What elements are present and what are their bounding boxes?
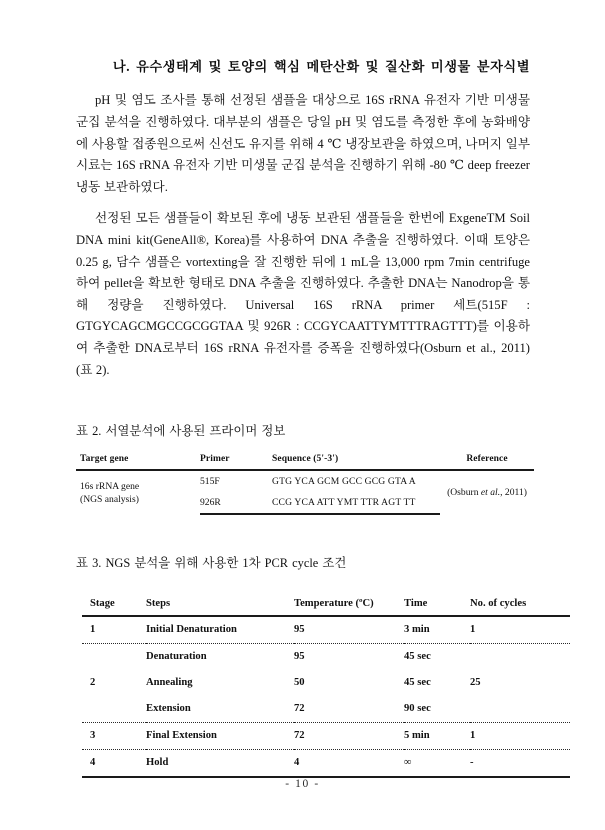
table-row [82, 670, 570, 696]
table3-header-row [82, 595, 570, 616]
page-title: 나. 유수생태계 및 토양의 핵심 메탄산화 및 질산화 미생물 분자식별 [112, 59, 530, 74]
table3-time: 90 sec [404, 696, 470, 723]
table2-header [76, 451, 534, 470]
table3-step: Final Extension [146, 723, 294, 750]
table-row [82, 696, 570, 723]
table2-reference-prefix: (Osburn [447, 487, 481, 499]
table3-stage: 1 [82, 616, 146, 644]
table3-time: ∞ [404, 750, 470, 778]
table3-cycles: 25 [470, 677, 481, 689]
table3-cycles [470, 644, 570, 671]
table2-wrapper [76, 451, 530, 515]
table3-col-time: Time [404, 595, 470, 616]
table-row [82, 750, 570, 778]
table3-step: Denaturation [146, 651, 207, 663]
spacer-before-table3 [76, 515, 530, 541]
spacer-table3-caption-gap [76, 583, 530, 595]
table3-col-temperature: Temperature (ºC) [294, 595, 404, 616]
body-paragraph-2: 선정된 모든 샘플들이 확보된 후에 냉동 보관된 샘플들을 한번에 ExgeneTM Soil DNA mini kit(GeneAll®, Korea)를 사용하여 DNA 추출을 진행하였다. 이때 토양은 0.25 g, 담수 샘플은 vortexting을 잘 진행한 뒤에 1 mL을 13,000 rpm 7min centrifuge 하여 pellet을 확보한 형태로 DNA 추출을 진행하였다. 추출한 DNA는 Nanodrop을 통해 정량을 진행하였다. Universal 16S rRNA primer 세트(515F : GTGYCAGCMGCCGCGGTAA 및 926R : CCGYCAATTYMTTTRAGTTT)를 이용하여 추출한 DNA로부터 16S rRNA 유전자를 증폭을 진행하였다(Osburn et al., 2011)(표 2). [76, 211, 530, 377]
table2-body [76, 470, 534, 514]
table3-temp: 4 [294, 750, 404, 778]
table3-col-stage: Stage [82, 595, 146, 616]
table3-stage: 3 [82, 723, 146, 750]
table3-step: Hold [146, 750, 294, 778]
table3-temp: 72 [294, 696, 404, 723]
page-content [76, 58, 530, 778]
table3-time: 5 min [404, 723, 470, 750]
table-row [82, 723, 570, 750]
table2-sequence-926r: CCG YCA ATT YMT TTR AGT TT [272, 492, 440, 514]
table2-target-gene-cell [76, 470, 200, 514]
table3-wrapper [82, 595, 527, 778]
table3-step: Extension [146, 696, 294, 723]
table2-primer-926r: 926R [200, 492, 272, 514]
table3-step: Initial Denaturation [146, 616, 294, 644]
table-row [76, 470, 534, 492]
table3-cycles: - [470, 750, 570, 778]
table3-time: 45 sec [404, 677, 431, 689]
table2-col-primer: Primer [200, 451, 272, 470]
table2-col-sequence: Sequence (5'-3') [272, 451, 440, 470]
table3-caption: 표 3. NGS 분석을 위해 사용한 1차 PCR cycle 조건 [76, 556, 347, 571]
table3-cycles [470, 696, 570, 723]
table3-step: Annealing [146, 677, 193, 689]
table2-primer-515f: 515F [200, 476, 220, 488]
table3-temp: 72 [294, 723, 404, 750]
table2-caption: 표 2. 서열분석에 사용된 프라이머 정보 [76, 424, 286, 439]
table-row [82, 644, 570, 671]
table2-col-reference: Reference [440, 451, 534, 470]
table3-header [82, 595, 570, 616]
body-paragraph-1: pH 및 염도 조사를 통해 선정된 샘플을 대상으로 16S rRNA 유전자 기반 미생물 군집 분석을 진행하였다. 대부분의 샘플은 당일 pH 및 염도를 측정한 후에 농화배양에 사용할 접종원으로써 신선도 유지를 위해 4 ℃ 냉장보관을 하였으며, 나머지 일부 시료는 16S rRNA 유전자 기반 미생물 군집 분석을 진행하기 위해 -80 ℃ deep freezer 냉동 보관하였다. [76, 93, 530, 194]
table2-col-target-gene: Target gene [76, 451, 200, 470]
table3-time: 45 sec [404, 651, 431, 663]
page-number-footer: - 10 - [285, 778, 320, 790]
table2-target-gene-line1: 16s rRNA gene [80, 480, 140, 492]
table-row [82, 616, 570, 644]
table3-cycles: 1 [470, 723, 570, 750]
table3-temp: 95 [294, 616, 404, 644]
table3-stage [82, 644, 146, 671]
spacer-before-table3-extra [76, 541, 530, 553]
table3-stage: 2 [90, 677, 96, 689]
spacer-before-table2 [76, 395, 530, 421]
table2-reference-italic: et al. [480, 487, 501, 499]
primer-info-table [76, 451, 534, 515]
table2-sequence-515f: GTG YCA GCM GCC GCG GTA A [272, 476, 416, 488]
table2-target-gene-line2: (NGS analysis) [80, 493, 139, 505]
table2-header-row [76, 451, 534, 470]
table3-temp: 50 [294, 677, 305, 689]
table3-stage: 4 [82, 750, 146, 778]
table2-reference-cell [440, 470, 534, 514]
table3-body [82, 616, 570, 777]
table3-cycles: 1 [470, 616, 570, 644]
table3-temp: 95 [294, 651, 305, 663]
table3-col-steps: Steps [146, 595, 294, 616]
table3-block [76, 553, 530, 778]
table3-time: 3 min [404, 616, 470, 644]
table2-block [76, 421, 530, 515]
table3-stage [82, 696, 146, 723]
table3-col-cycles: No. of cycles [470, 595, 570, 616]
pcr-cycle-table [82, 595, 570, 778]
table2-reference-suffix: , 2011) [500, 487, 527, 499]
